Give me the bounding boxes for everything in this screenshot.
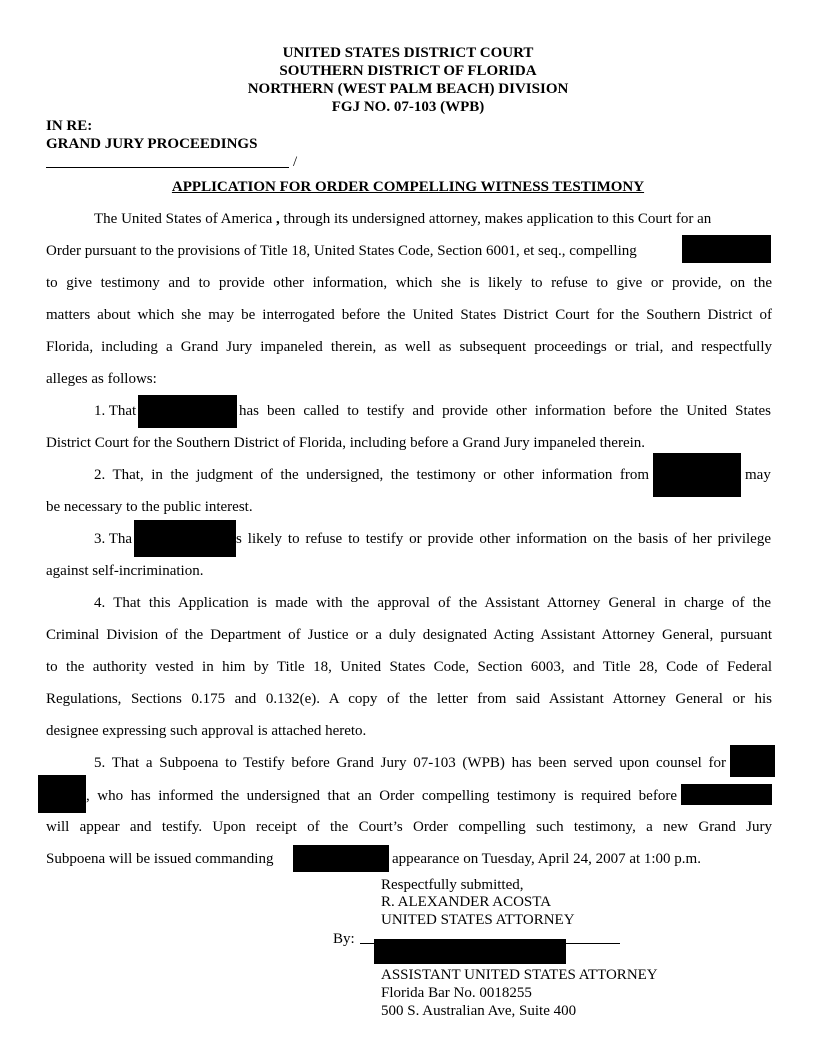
para5-line-3: will appear and testify. Upon receipt of the Court’s Order compelling such testimony, a new Grand Jury xyxy=(46,819,772,835)
para4-line-2: Criminal Division of the Department of Justice or a duly designated Acting Assistant Attorney General, pursuant xyxy=(46,627,772,643)
para4-line-4: Regulations, Sections 0.175 and 0.132(e). A copy of the letter from said Assistant Attorney General or his xyxy=(46,691,772,707)
para3-line-2: against self-incrimination. xyxy=(46,563,204,579)
by-label: By: xyxy=(333,931,355,947)
intro-line-4: matters about which she may be interrogated before the United States District Court for the Southern District of xyxy=(46,307,772,323)
intro-line-1 xyxy=(94,210,711,228)
para1-rest: has been called to testify and provide other information before the United States xyxy=(239,403,771,419)
para1-line-2: District Court for the Southern District of Florida, including before a Grand Jury impaneled therein. xyxy=(46,435,646,451)
para2-start: 2. That, in the judgment of the undersigned, the testimony or other information from xyxy=(94,467,649,483)
redaction-block xyxy=(38,775,86,813)
para5-line-4-start: Subpoena will be issued commanding xyxy=(46,851,274,867)
attorney-title: UNITED STATES ATTORNEY xyxy=(381,912,575,928)
intro-line-2: Order pursuant to the provisions of Title 18, United States Code, Section 6001, et seq., compelling xyxy=(46,243,637,259)
redaction-block xyxy=(138,395,237,428)
para3-start: 3. Tha xyxy=(94,531,133,547)
para5-line-1: 5. That a Subpoena to Testify before Grand Jury 07-103 (WPB) has been served upon counsel for xyxy=(94,755,726,771)
caption-rule xyxy=(46,167,289,168)
intro-line-6: alleges as follows: xyxy=(46,371,157,387)
para1-start: 1. That xyxy=(94,403,137,419)
redaction-block xyxy=(653,453,741,497)
intro-line-5: Florida, including a Grand Jury impaneled therein, as well as subsequent proceedings or trial, and respectfully xyxy=(46,339,772,355)
para5-line-2: , who has informed the undersigned that an Order compelling testimony is required before xyxy=(86,788,677,804)
intro-party: The United States of America xyxy=(94,211,273,227)
document-title: APPLICATION FOR ORDER COMPELLING WITNESS TESTIMONY xyxy=(171,179,645,195)
matter-name: GRAND JURY PROCEEDINGS xyxy=(46,136,258,152)
para4-line-5: designee expressing such approval is attached hereto. xyxy=(46,723,367,739)
division-name: NORTHERN (WEST PALM BEACH) DIVISION xyxy=(247,81,569,97)
assistant-title: ASSISTANT UNITED STATES ATTORNEY xyxy=(381,967,658,983)
office-address: 500 S. Australian Ave, Suite 400 xyxy=(381,1003,577,1019)
court-name: UNITED STATES DISTRICT COURT xyxy=(282,45,534,61)
para2-rest: may xyxy=(745,467,771,483)
para2-line-2: be necessary to the public interest. xyxy=(46,499,253,515)
para4-line-1: 4. That this Application is made with the approval of the Assistant Attorney General in charge of the xyxy=(94,595,771,611)
redaction-block xyxy=(681,784,772,805)
closing: Respectfully submitted, xyxy=(381,877,524,893)
para3-rest: s likely to refuse to testify or provide other information on the basis of her privilege xyxy=(236,531,771,547)
attorney-name: R. ALEXANDER ACOSTA xyxy=(381,894,552,910)
intro-comma: , xyxy=(276,211,280,227)
redaction-block xyxy=(730,745,775,777)
case-number: FGJ NO. 07-103 (WPB) xyxy=(331,99,485,115)
in-re-label: IN RE: xyxy=(46,118,93,134)
para4-line-3: to the authority vested in him by Title 18, United States Code, Section 6003, and Title 28, Code of Federal xyxy=(46,659,772,675)
para5-line-4-rest: appearance on Tuesday, April 24, 2007 at 1:00 p.m. xyxy=(392,851,701,867)
redaction-block xyxy=(374,939,566,964)
district-name: SOUTHERN DISTRICT OF FLORIDA xyxy=(279,63,537,79)
caption-slash: / xyxy=(293,154,298,170)
bar-number: Florida Bar No. 0018255 xyxy=(381,985,532,1001)
intro-rest: through its undersigned attorney, makes application to this Court for an xyxy=(283,211,712,227)
redaction-block xyxy=(293,845,389,872)
redaction-block xyxy=(134,520,236,557)
redaction-block xyxy=(682,235,771,263)
intro-line-3: to give testimony and to provide other information, which she is likely to refuse to give or provide, on the xyxy=(46,275,772,291)
